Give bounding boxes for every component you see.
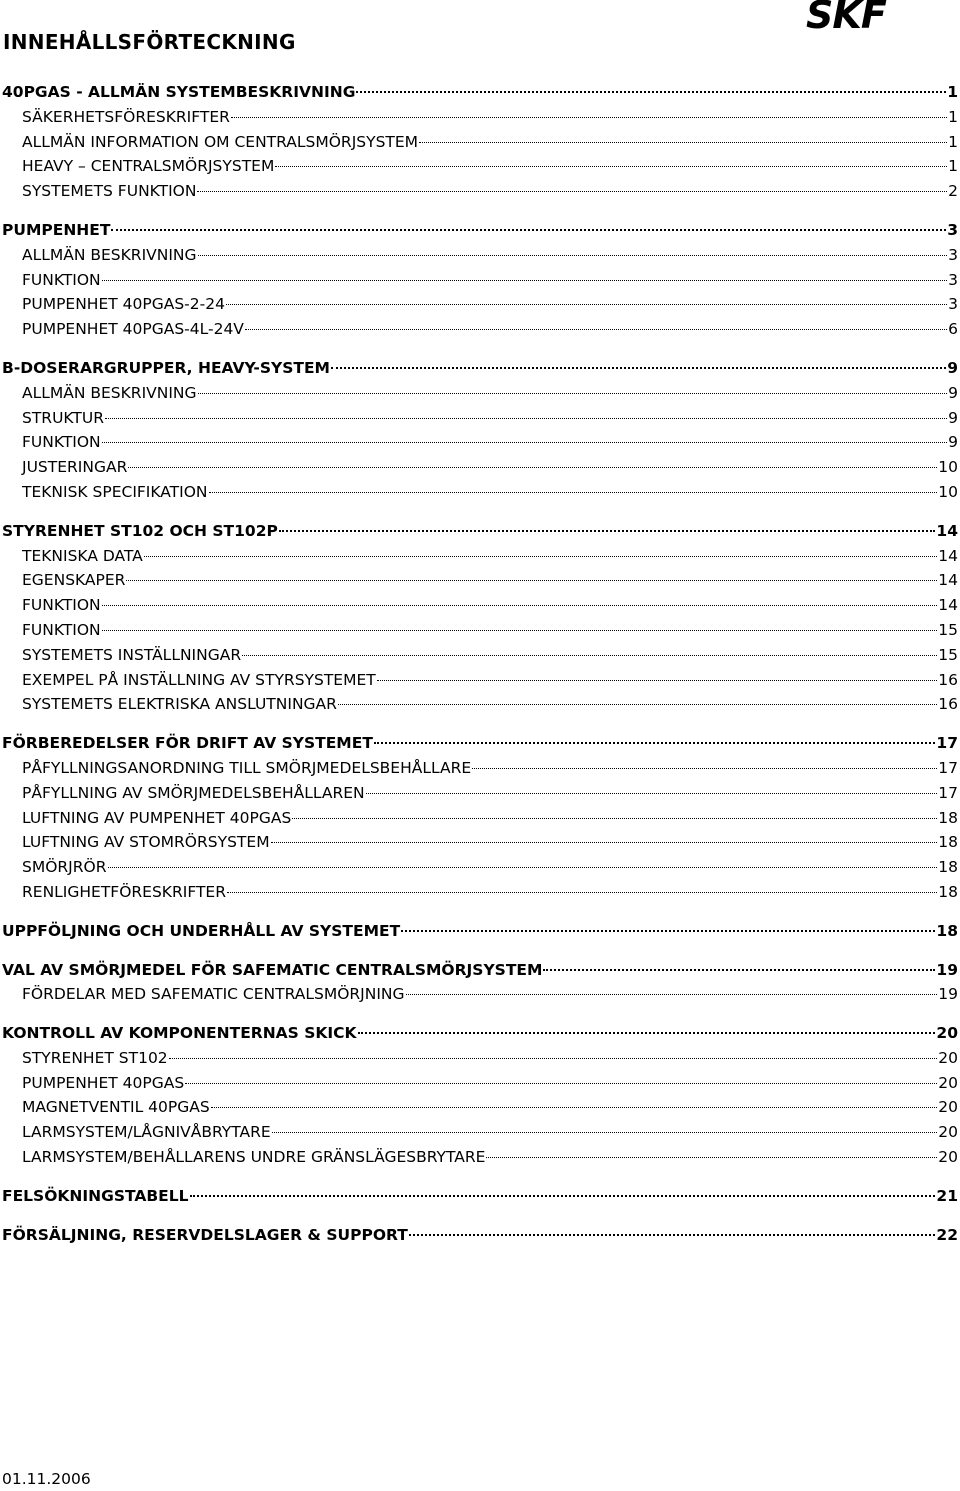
- skf-logo-mark: [806, 0, 924, 34]
- toc-page-number: 1: [948, 107, 958, 126]
- toc-entry-label: UPPFÖLJNING OCH UNDERHÅLL AV SYSTEMET: [2, 921, 401, 940]
- toc-entry-main[interactable]: [2, 1223, 958, 1248]
- toc-section: [2, 958, 958, 1008]
- toc-entry-label: STYRENHET ST102 OCH ST102P: [2, 521, 278, 540]
- toc-entry-label: LUFTNING AV STOMRÖRSYSTEM: [22, 833, 270, 852]
- toc-entry-sub[interactable]: [2, 1145, 958, 1170]
- toc-entry-sub[interactable]: [2, 179, 958, 204]
- toc-entry-label: STRUKTUR: [22, 408, 104, 427]
- toc-entry-label: SYSTEMETS INSTÄLLNINGAR: [22, 645, 242, 664]
- toc-section: [2, 80, 958, 204]
- toc-page-number: 2: [948, 182, 958, 201]
- toc-page-number: 18: [938, 833, 958, 852]
- toc-entry-label: FUNKTION: [22, 596, 101, 615]
- dot-leader: [198, 393, 948, 394]
- toc-page-number: 19: [938, 985, 958, 1004]
- toc-entry-label: FELSÖKNINGSTABELL: [2, 1186, 189, 1205]
- dot-leader: [111, 229, 946, 231]
- toc-entry-label: SMÖRJRÖR: [22, 858, 107, 877]
- dot-leader: [102, 605, 938, 606]
- toc-entry-sub[interactable]: [2, 830, 958, 855]
- toc-entry-sub[interactable]: [2, 781, 958, 806]
- toc-page-number: 20: [936, 1024, 958, 1043]
- dot-leader: [211, 1107, 938, 1108]
- toc-entry-label: EXEMPEL PÅ INSTÄLLNING AV STYRSYSTEMET: [22, 670, 376, 689]
- toc-section: [2, 1223, 958, 1248]
- dot-leader: [102, 630, 938, 631]
- toc-section: [2, 218, 958, 342]
- toc-entry-sub[interactable]: [2, 855, 958, 880]
- dot-leader: [472, 768, 937, 769]
- toc-entry-label: VAL AV SMÖRJMEDEL FÖR SAFEMATIC CENTRALSMÖRJSYSTEM: [2, 960, 543, 979]
- toc-entry-label: KONTROLL AV KOMPONENTERNAS SKICK: [2, 1024, 357, 1043]
- dot-leader: [245, 329, 947, 330]
- toc-entry-label: ALLMÄN INFORMATION OM CENTRALSMÖRJSYSTEM: [22, 132, 419, 151]
- toc-entry-sub[interactable]: [2, 692, 958, 717]
- toc-page-number: 20: [938, 1148, 958, 1167]
- toc-entry-label: HEAVY – CENTRALSMÖRJSYSTEM: [22, 157, 275, 176]
- toc-entry-label: B-DOSERARGRUPPER, HEAVY-SYSTEM: [2, 358, 330, 377]
- toc-entry-label: FUNKTION: [22, 433, 101, 452]
- toc-entry-sub[interactable]: [2, 544, 958, 569]
- toc-page-number: 1: [947, 83, 958, 101]
- toc-page-number: 20: [938, 1073, 958, 1092]
- toc-entry-sub[interactable]: [2, 1120, 958, 1145]
- toc-entry-label: FÖRSÄLJNING, RESERVDELSLAGER & SUPPORT: [2, 1225, 408, 1244]
- toc-entry-main[interactable]: [2, 80, 958, 105]
- table-of-contents: [2, 80, 958, 1261]
- toc-entry-label: JUSTERINGAR: [22, 458, 128, 477]
- toc-page-number: 20: [938, 1098, 958, 1117]
- dot-leader: [409, 1234, 936, 1236]
- toc-page-number: 20: [938, 1123, 958, 1142]
- toc-entry-label: PUMPENHET 40PGAS-4L-24V: [22, 320, 244, 339]
- toc-entry-label: RENLIGHETFÖRESKRIFTER: [22, 882, 226, 901]
- toc-entry-sub[interactable]: [2, 982, 958, 1007]
- dot-leader: [486, 1157, 937, 1158]
- dot-leader: [105, 418, 947, 419]
- toc-entry-label: TEKNISK SPECIFIKATION: [22, 482, 208, 501]
- toc-page-number: 15: [938, 620, 958, 639]
- dot-leader: [190, 1195, 936, 1197]
- toc-entry-main[interactable]: [2, 919, 958, 944]
- dot-leader: [185, 1083, 937, 1084]
- toc-page-number: 17: [938, 758, 958, 777]
- toc-entry-label: ALLMÄN BESKRIVNING: [22, 245, 197, 264]
- toc-entry-sub[interactable]: [2, 430, 958, 455]
- toc-entry-sub[interactable]: [2, 292, 958, 317]
- dot-leader: [279, 530, 936, 532]
- toc-entry-label: SYSTEMETS FUNKTION: [22, 182, 197, 201]
- dot-leader: [108, 867, 938, 868]
- dot-leader: [406, 994, 938, 995]
- toc-page-number: 18: [936, 921, 958, 940]
- toc-entry-sub[interactable]: [2, 1071, 958, 1096]
- toc-section: [2, 519, 958, 717]
- skf-logo-text: SKF: [806, 0, 886, 34]
- dot-leader: [102, 442, 947, 443]
- toc-page-number: 14: [936, 521, 958, 540]
- toc-page-number: 15: [938, 645, 958, 664]
- toc-entry-sub[interactable]: [2, 756, 958, 781]
- toc-page-number: 9: [948, 433, 958, 452]
- dot-leader: [419, 142, 947, 143]
- dot-leader: [356, 91, 946, 93]
- dot-leader: [331, 367, 946, 369]
- dot-leader: [366, 793, 938, 794]
- dot-leader: [231, 117, 947, 118]
- toc-page-number: 20: [938, 1048, 958, 1067]
- toc-entry-label: PUMPENHET 40PGAS: [22, 1073, 185, 1092]
- toc-page-number: 21: [936, 1186, 958, 1205]
- dot-leader: [242, 655, 937, 656]
- dot-leader: [401, 930, 935, 932]
- dot-leader: [198, 255, 948, 256]
- toc-entry-label: LARMSYSTEM/LÅGNIVÅBRYTARE: [22, 1123, 271, 1142]
- toc-entry-sub[interactable]: [2, 406, 958, 431]
- toc-entry-label: EGENSKAPER: [22, 571, 126, 590]
- toc-entry-label: SÄKERHETSFÖRESKRIFTER: [22, 107, 230, 126]
- toc-section: [2, 1021, 958, 1170]
- toc-page-number: 10: [938, 482, 958, 501]
- toc-entry-main[interactable]: [2, 218, 958, 243]
- toc-entry-label: PUMPENHET: [2, 220, 111, 239]
- toc-entry-sub[interactable]: [2, 243, 958, 268]
- skf-logo: [806, 0, 924, 34]
- toc-entry-label: LARMSYSTEM/BEHÅLLARENS UNDRE GRÄNSLÄGESBRYTARE: [22, 1148, 486, 1167]
- toc-entry-label: STYRENHET ST102: [22, 1048, 168, 1067]
- toc-entry-label: PÅFYLLNINGSANORDNING TILL SMÖRJMEDELSBEHÅLLARE: [22, 758, 472, 777]
- toc-entry-sub[interactable]: [2, 568, 958, 593]
- dot-leader: [543, 969, 935, 971]
- toc-entry-label: FUNKTION: [22, 620, 101, 639]
- toc-entry-sub[interactable]: [2, 317, 958, 342]
- toc-entry-sub[interactable]: [2, 643, 958, 668]
- toc-entry-main[interactable]: [2, 356, 958, 381]
- toc-entry-main[interactable]: [2, 1021, 958, 1046]
- toc-entry-label: 40PGAS - ALLMÄN SYSTEMBESKRIVNING: [2, 83, 356, 101]
- toc-page-number: 18: [938, 882, 958, 901]
- toc-entry-sub[interactable]: [2, 130, 958, 155]
- dot-leader: [144, 556, 937, 557]
- dot-leader: [226, 304, 947, 305]
- toc-page-number: 9: [947, 358, 958, 377]
- toc-entry-label: LUFTNING AV PUMPENHET 40PGAS: [22, 808, 292, 827]
- toc-entry-sub[interactable]: [2, 1095, 958, 1120]
- page-title: INNEHÅLLSFÖRTECKNING: [3, 30, 296, 54]
- dot-leader: [338, 704, 937, 705]
- toc-page-number: 10: [938, 458, 958, 477]
- dot-leader: [197, 191, 947, 192]
- toc-entry-sub[interactable]: [2, 880, 958, 905]
- toc-entry-label: PÅFYLLNING AV SMÖRJMEDELSBEHÅLLAREN: [22, 783, 365, 802]
- toc-entry-sub[interactable]: [2, 480, 958, 505]
- toc-entry-label: FÖRBEREDELSER FÖR DRIFT AV SYSTEMET: [2, 734, 373, 753]
- toc-page-number: 3: [948, 295, 958, 314]
- toc-page-number: 19: [936, 960, 958, 979]
- toc-page-number: 14: [938, 546, 958, 565]
- toc-entry-sub[interactable]: [2, 618, 958, 643]
- toc-entry-sub[interactable]: [2, 1046, 958, 1071]
- toc-entry-label: MAGNETVENTIL 40PGAS: [22, 1098, 210, 1117]
- toc-section: [2, 919, 958, 944]
- toc-page-number: 18: [938, 808, 958, 827]
- toc-page-number: 22: [936, 1225, 958, 1244]
- dot-leader: [209, 492, 938, 493]
- toc-entry-sub[interactable]: [2, 268, 958, 293]
- dot-leader: [272, 1132, 938, 1133]
- toc-entry-label: FÖRDELAR MED SAFEMATIC CENTRALSMÖRJNING: [22, 985, 405, 1004]
- dot-leader: [377, 680, 938, 681]
- toc-section: [2, 356, 958, 505]
- toc-entry-main[interactable]: [2, 731, 958, 756]
- toc-page-number: 14: [938, 596, 958, 615]
- toc-entry-label: TEKNISKA DATA: [22, 546, 143, 565]
- dot-leader: [126, 580, 937, 581]
- toc-page-number: 9: [948, 383, 958, 402]
- dot-leader: [128, 467, 937, 468]
- toc-page-number: 14: [938, 571, 958, 590]
- toc-entry-label: FUNKTION: [22, 270, 101, 289]
- toc-page-number: 3: [947, 220, 958, 239]
- toc-page-number: 9: [948, 408, 958, 427]
- toc-entry-main[interactable]: [2, 519, 958, 544]
- dot-leader: [271, 842, 938, 843]
- toc-page-number: 1: [948, 157, 958, 176]
- toc-page-number: 17: [936, 734, 958, 753]
- toc-entry-sub[interactable]: [2, 806, 958, 831]
- toc-page-number: 1: [948, 132, 958, 151]
- toc-page-number: 6: [948, 320, 958, 339]
- dot-leader: [292, 818, 937, 819]
- dot-leader: [169, 1058, 938, 1059]
- footer-date: 01.11.2006: [2, 1470, 91, 1488]
- dot-leader: [275, 166, 947, 167]
- toc-entry-label: ALLMÄN BESKRIVNING: [22, 383, 197, 402]
- toc-page-number: 3: [948, 245, 958, 264]
- toc-page-number: 16: [938, 670, 958, 689]
- toc-page-number: 16: [938, 695, 958, 714]
- toc-section: [2, 731, 958, 905]
- toc-entry-main[interactable]: [2, 1184, 958, 1209]
- dot-leader: [102, 280, 947, 281]
- dot-leader: [358, 1032, 936, 1034]
- toc-entry-sub[interactable]: [2, 455, 958, 480]
- dot-leader: [374, 742, 936, 744]
- toc-entry-label: SYSTEMETS ELEKTRISKA ANSLUTNINGAR: [22, 695, 337, 714]
- toc-page-number: 3: [948, 270, 958, 289]
- toc-entry-sub[interactable]: [2, 668, 958, 693]
- toc-entry-main[interactable]: [2, 958, 958, 983]
- dot-leader: [227, 892, 937, 893]
- toc-page-number: 18: [938, 858, 958, 877]
- toc-entry-label: PUMPENHET 40PGAS-2-24: [22, 295, 225, 314]
- toc-section: [2, 1184, 958, 1209]
- toc-page-number: 17: [938, 783, 958, 802]
- toc-entry-sub[interactable]: [2, 154, 958, 179]
- toc-entry-sub[interactable]: [2, 593, 958, 618]
- toc-entry-sub[interactable]: [2, 381, 958, 406]
- toc-entry-sub[interactable]: [2, 105, 958, 130]
